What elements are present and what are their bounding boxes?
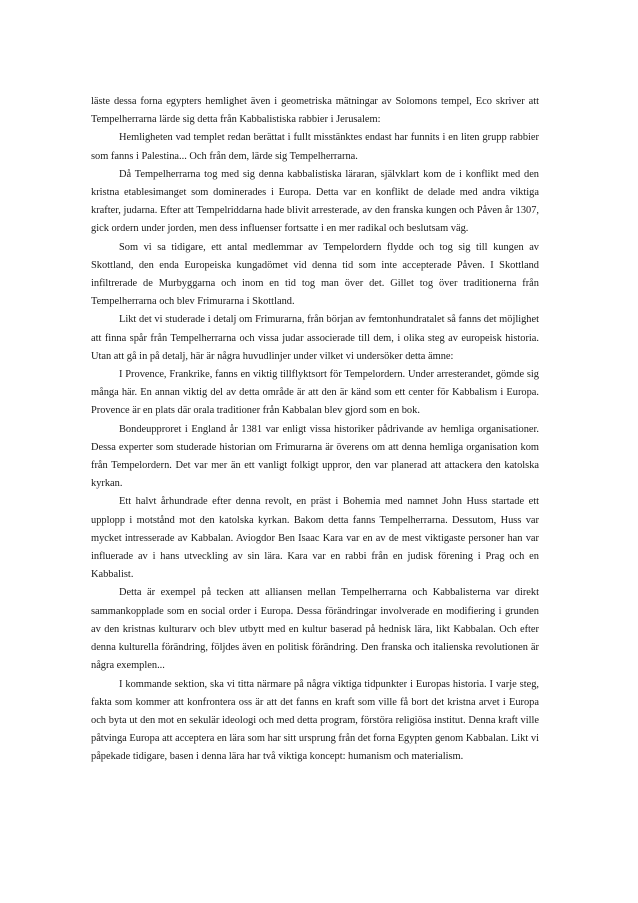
paragraph-7: Bondeupproret i England år 1381 var enligt vissa historiker pådrivande av hemliga organisationer. Dessa experter som studerade historian om Frimurarna är överens om att denna hemliga organisation kom från Tempelordern. Det var mer än ett vanligt folkigt uppror, den var planerad att attackera den katolska kyrkan.: [91, 423, 539, 490]
paragraph-9: Detta är exempel på tecken att alliansen mellan Tempelherrarna och Kabbalisterna var direkt sammankopplade som en social order i Europa. Dessa förändringar involverade en modifiering i grunden av den kristnas kulturarv och blev utbytt med en kultur baserad på hednisk lära, likt Kabbalan. Och efter denna kulturella förändring, följdes även en politisk förändring. Den franska och italienska revolutionen är några exemplen...: [91, 587, 539, 672]
paragraph-1: läste dessa forna egypters hemlighet även i geometriska mätningar av Solomons tempel, Eco skriver att Tempelherrarna lärde sig detta från Kabbalistiska rabbier i Jerusalem:: [91, 96, 539, 126]
paragraph-8: Ett halvt århundrade efter denna revolt, en präst i Bohemia med namnet John Huss startade ett upplopp i motstånd mot den katolska kyrkan. Bakom detta fanns Tempelherrarna. Dessutom, Huss var mycket intresserade av Kabbalan. Aviogdor Ben Isaac Kara var en av de mest viktigaste personer han var influerade av i hans utveckling av sin lära. Kara var en rabbi från en judisk förening i Prag och en Kabbalist.: [91, 496, 539, 581]
paragraph-6: I Provence, Frankrike, fanns en viktig tillflyktsort för Tempelordern. Under arresterandet, gömde sig många här. En annan viktig del av detta område är att den är känd som ett center för Kabbalism i Europa. Provence är en plats där orala traditioner från Kabbalan blev gjord som en bok.: [91, 369, 539, 417]
document-body: [91, 93, 539, 767]
paragraph-5: Likt det vi studerade i detalj om Frimurarna, från början av femtonhundratalet så fanns det möjlighet att finna spår från Tempelherrarna och vissa judar associerade till dem, i olika steg av europeisk historia. Utan att gå in på detalj, här är några huvudlinjer under vilket vi undersöker detta ämne:: [91, 314, 539, 362]
paragraph-10: I kommande sektion, ska vi titta närmare på några viktiga tidpunkter i Europas historia. I varje steg, fakta som kommer att konfrontera oss är att det fanns en kraft som ville få bort det kristna arvet i Europa och byta ut den mot en sekulär ideologi och med detta program, förstöra religiösa institut. Denna kraft ville påtvinga Europa att acceptera en lära som har sitt ursprung från det forna Egypten genom Kabbalan. Likt vi påpekade tidigare, basen i denna lära har två viktiga koncept: humanism och materialism.: [91, 678, 539, 763]
paragraph-4: Som vi sa tidigare, ett antal medlemmar av Tempelordern flydde och tog sig till kungen av Skottland, den enda Europeiska kungadömet vid denna tid som inte accepterade Påven. I Skottland infiltrerade de Murbyggarna och inom en tid tog man över det. Gillet tog över traditionerna från Tempelherrarna och blev Frimurarna i Skottland.: [91, 241, 539, 308]
paragraph-3: Då Tempelherrarna tog med sig denna kabbalistiska läraran, självklart kom de i konflikt med den kristna etablesimanget som dominerades i Europa. Detta var en konflikt de delade med andra viktiga krafter, judarna. Efter att Tempelriddarna hade blivit arresterade, av den franska kungen och Påven år 1307, gick ordern under jorden, men dess influenser fortsatte i en mer radikal och beslutsam väg.: [91, 168, 539, 235]
paragraph-2: Hemligheten vad templet redan berättat i fullt misstänktes endast har funnits i en liten grupp rabbier som fanns i Palestina... Och från dem, lärde sig Tempelherrarna.: [91, 132, 539, 162]
